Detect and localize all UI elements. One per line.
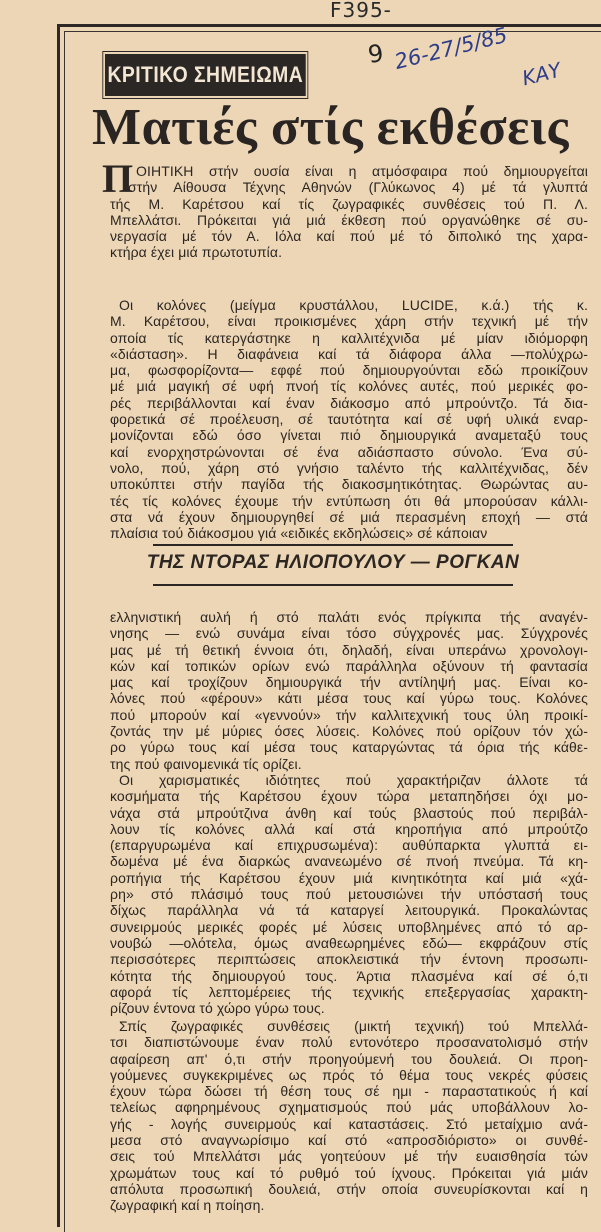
text-line: «διάσταση». Η διαφάνεια καί τά διάφορα άλλα —πολύχρω- <box>110 345 588 362</box>
handwritten-number: 9 <box>366 39 386 69</box>
text-line: λουν τίς κολόνες αλλά καί στά κηροπήγια από μπρούτζο <box>110 820 588 837</box>
article-paragraph <box>110 772 588 1016</box>
text-line: έχουν τώρα δώσει τή θέση τους σέ ημι - παραστατικούς ή καί <box>110 1083 588 1100</box>
text-line: ροπήγια τής Καρέτσου έχουν μιά κινητικότητα καί μιά «χά- <box>110 869 588 886</box>
text-line: ρές περιβάλλονται καί έναν διάκοσμο από μπρούντζο. Τά δια- <box>110 394 588 411</box>
text-line: τής Μ. Καρέτσου καί τίς ζωγραφικές συνθέσεις τού Π. Λ. <box>110 195 588 212</box>
text-line: οποία τίς κατεργάστηκε η καλλιτέχνιδα μέ μίαν ιδιόμορφη <box>110 329 588 346</box>
handwritten-reference: F395- <box>330 0 392 22</box>
text-line: μέ μιά μαγική σέ υφή πνοή τίς κολόνες αυτές, πού μερικές φο- <box>110 378 588 395</box>
text-line: μας μέ τή θετική έννοια ότι, δηλαδή, είναι υπεράνω χρονολογι- <box>110 641 588 658</box>
text-line: ρίζουν έντονα τό χώρο γύρω τους. <box>110 1000 325 1017</box>
article-paragraph <box>110 297 588 541</box>
byline-rule-bottom <box>153 584 513 586</box>
text-line: τσι διαπιστώνουμε έναν πολύ εντονότερο προσανατολισμό στήν <box>110 1034 588 1051</box>
text-line: ελληνιστική αυλή ή στό παλάτι ενός πρίγκιπα τής αναγέν- <box>110 609 588 625</box>
text-line: κών καί τοπικών ορίων ενώ παράλληλα οξύνουν τή φαντασία <box>110 657 588 674</box>
text-line: αφορά τίς λεπτομέρειες τής τεχνικής επεξεργασίας χαρακτη- <box>110 983 588 1000</box>
text-line: ρη» στό πλάσιμό τους πού μετουσιώνει τήν υπόστασή τους <box>110 886 588 903</box>
handwritten-code: ΚΑΥ <box>519 57 564 91</box>
text-line: τές τίς κολόνες έχουμε τήν εντύπωση ότι θά μπορούσαν κάλλι- <box>110 492 588 509</box>
text-line: φορετικά σέ προέλευση, σέ ταυτότητα καί σέ υφή υλικά εναρ- <box>110 411 588 428</box>
text-line: σεις τού Μπελλάτσι μάς γοητεύουν μέ τήν ευαισθησία τών <box>110 1148 588 1165</box>
text-line: αφαίρεση απ' ό,τι στήν προηγούμενή του δουλειά. Οι προη- <box>110 1050 588 1067</box>
text-line: νάχα στά μπρούτζινα άνθη καί τούς βλαστούς πού περιβάλ- <box>110 804 588 821</box>
handwritten-date: 26-27/5/85 <box>392 22 510 75</box>
article-paragraph <box>102 156 588 261</box>
text-line: μεσα στό αναγνωρίσιμο καί στό «απροσδιόριστο» οι συνθέ- <box>110 1132 588 1149</box>
section-kicker: ΚΡΙΤΙΚΟ ΣΗΜΕΙΩΜΑ <box>105 54 306 96</box>
text-line: πλαίσια τού διάκοσμου γιά «ειδικές εκδηλώσεις» σέ κάποιαν <box>110 525 488 542</box>
text-line: Μ. Καρέτσου, είναι προικισμένες χάρη στήν τεχνική μέ τήν <box>110 313 588 330</box>
text-line: κότητα τής δημιουργού τους. Άρτια πλασμένα καί σέ ό,τι <box>110 967 588 984</box>
article-byline: ΤΗΣ ΝΤΟΡΑΣ ΗΛΙΟΠΟΥΛΟΥ — ΡΟΓΚΑΝ <box>146 552 520 573</box>
text-line: μονίζονται εδώ όσο γίνεται πιό δημιουργικά αναμεταξύ τους <box>110 427 588 444</box>
text-line: ΟΙΗΤΙΚΗ στήν ουσία είναι η ατμόσφαιρα πού δημιουργείται <box>136 163 588 179</box>
text-line: νολο, πού, χάρη στό γνήσιο ταλέντο τής καλλιτέχνιδας, δέν <box>110 459 588 476</box>
text-line: λόνες πού «φέρουν» κάτι μέσα τους καί γύρω τους. Κολόνες <box>110 690 588 707</box>
text-line: Οι χαρισματικές ιδιότητες πού χαρακτήριζαν άλλοτε τά <box>119 772 588 788</box>
text-line: στα νά έχουν δημιουργηθεί σέ μιά περασμένη εποχή — στά <box>110 508 588 525</box>
text-line: μας καί τροχίζουν δημιουργικά τήν αντίληψή μας. Είναι κο- <box>110 674 588 691</box>
text-line: Μπελλάτσι. Πρόκειται γιά μιά έκθεση πού οργανώθηκε σέ συ- <box>110 211 588 228</box>
text-line: ζοντάς την μέ μύριες όσες λύσεις. Κολόνες πού ορίζουν τόν χώ- <box>110 723 588 740</box>
byline-rule-top <box>153 544 513 546</box>
text-line: τελείως αφηρημένους σχηματισμούς πού μάς υποβάλλουν λο- <box>110 1099 588 1116</box>
drop-cap: Π <box>102 156 134 201</box>
text-line: νεργασία μέ τόν Α. Ιόλα καί πού μέ τό διπολικό της χαρα- <box>110 228 588 245</box>
text-line: δίχως παράλληλα νά τά καταργεί λειτουργικά. Προκαλώντας <box>110 902 588 919</box>
article-paragraph <box>110 1018 588 1214</box>
text-line: καί ενορχηστρώνονται σέ ένα αδιάσπαστο σύνολο. Ένα σύ- <box>110 443 588 460</box>
text-line: Οι κολόνες (μείγμα κρυστάλλου, LUCIDE, κ.ά.) τής κ. <box>119 297 588 313</box>
text-line: πού μπορούν καί «γεννούν» τήν καλλιτεχνική τους ύλη προικί- <box>110 706 588 723</box>
text-line: στήν Αίθουσα Τέχνης Αθηνών (Γλύκωνος 4) μέ τά γλυπτά <box>128 179 588 196</box>
text-line: ρο γύρω τους καί μέσα τους καταργώντας τά όρια τής κάθε- <box>110 739 588 756</box>
text-line: κοσμήματα τής Καρέτσου έχουν τώρα μεταπηδήσει όχι μο- <box>110 788 588 805</box>
text-line: υποκύπτει στήν παγίδα τής διακοσμητικότητας. Θωρώντας αυ- <box>110 476 588 493</box>
text-line: νησης — ενώ συνάμα είναι τόσο σύγχρονές μας. Σύγχρονές <box>110 625 588 642</box>
text-line: μα, φωσφορίζοντα— εφφέ πού δημιουργούνται εδώ προικίζουν <box>110 362 588 379</box>
text-line: απόλυτα προσωπική δουλειά, στήν οποία συνευρίσκονται καί η <box>110 1180 588 1197</box>
text-line: γής - λογής συνειρμούς καί καταστάσεις. Στό μεταίχμιο ανά- <box>110 1115 588 1132</box>
article-title: Ματιές στίς εκθέσεις <box>92 99 569 156</box>
text-line: της πού φαινομενικά τίς ορίζει. <box>110 755 302 772</box>
text-line: γούμενες συγκεκριμένες ως πρός τό θέμα τους νεκρές φύσεις <box>110 1066 588 1083</box>
text-line: Σπίς ζωγραφικές συνθέσεις (μικτή τεχνική) τού Μπελλά- <box>119 1018 588 1034</box>
text-line: δωμένα μέ ένα διαρκώς ανανεωμένο σέ πνοή πνεύμα. Τά κη- <box>110 853 588 870</box>
text-line: περισσότερες περιπτώσεις αποκλειστικά τήν έντονη προσωπι- <box>110 951 588 968</box>
text-line: κτήρα έχει μιά πρωτοτυπία. <box>110 244 283 261</box>
article-paragraph <box>110 609 588 772</box>
text-line: χρωμάτων τους καί τό ρυθμό τού ίχνους. Πρόκειται γιά μιάν <box>110 1164 588 1181</box>
text-line: νουβώ —ολότελα, όμως αναθεωρημένες εδώ— εκφράζουν στίς <box>110 934 588 951</box>
text-line: (επαργυρωμένα καί επιχρυσωμένα): αυθύπαρκτα γλυπτά ει- <box>110 837 588 854</box>
text-line: ζωγραφική καί η ποίηση. <box>110 1197 265 1214</box>
text-line: συνειρμούς μερικές φορές μέ λύσεις υποβλημένες από τό αρ- <box>110 918 588 935</box>
